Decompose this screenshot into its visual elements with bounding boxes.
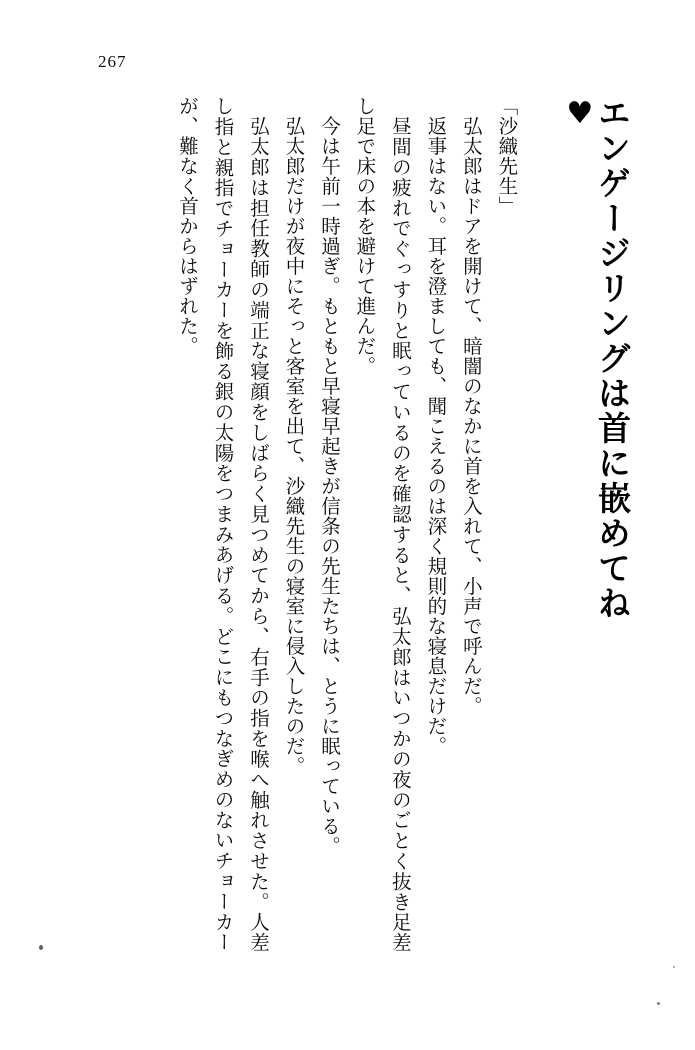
vertical-text-area: [60, 96, 635, 976]
heart-icon: ♥: [562, 96, 598, 133]
body-text: [170, 96, 525, 952]
paragraph: 弘太郎はドアを開けて、暗闇のなかに首を入れて、小声で呼んだ。: [459, 115, 483, 716]
paragraph: 「沙織先生」: [495, 96, 519, 216]
chapter-title-text: エンゲージリングは首に嵌めてね: [593, 96, 632, 621]
page-number: 267: [98, 52, 127, 71]
paragraph: 返事はない。耳を澄ましても、聞こえるのは深く規則的な寝息だけだ。: [424, 115, 448, 756]
print-speck: [39, 945, 43, 950]
print-speck: [657, 1002, 660, 1005]
paragraph: 昼間の疲れでぐっすりと眠っているのを確認すると、弘太郎はいつかの夜のごとく抜き足差し足で床の本を避けて進んだ。: [353, 96, 412, 952]
paragraph: 弘太郎は担任教師の端正な寝顔をしばらく見つめてから、右手の指を喉へ触れさせた。人差し指と親指でチョーカーを飾る銀の太陽をつまみあげる。どこにもつなぎめのないチョーカーが、難なく首からはずれた。: [176, 96, 270, 953]
chapter-title: [562, 96, 632, 626]
paragraph: 今は午前一時過ぎ。もともと早寝早起きが信条の先生たちは、とうに眠っている。: [317, 115, 341, 856]
print-speck: [673, 966, 675, 968]
paragraph: 弘太郎だけが夜中にそっと客室を出て、沙織先生の寝室に侵入したのだ。: [282, 115, 306, 776]
